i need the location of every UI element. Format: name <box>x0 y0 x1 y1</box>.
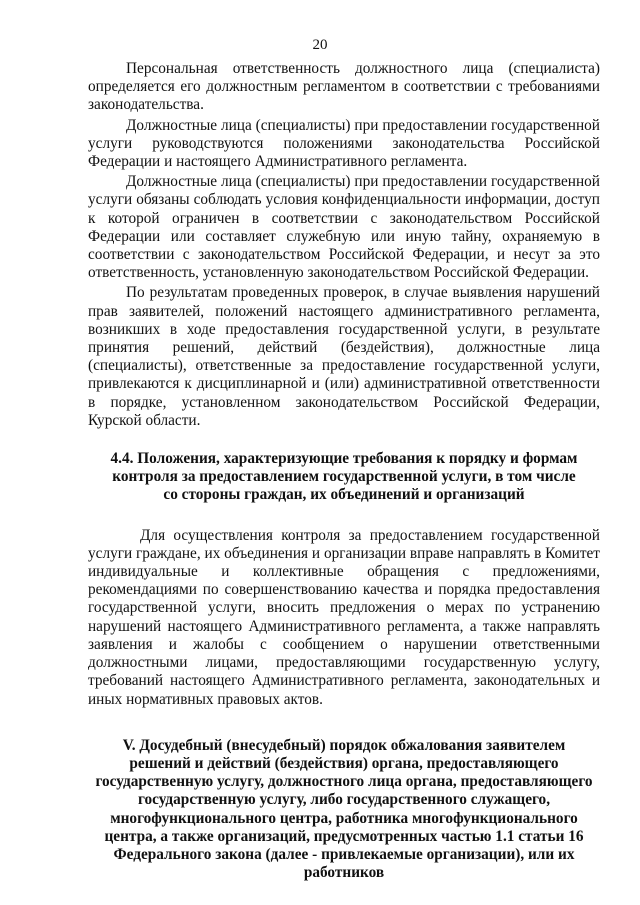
paragraph-personal-responsibility: Персональная ответственность должностного лица (специалиста) определяется его должностным регламентом в соответствии с требованиями законодательства. <box>88 60 600 114</box>
paragraph-inspection-results: По результатам проведенных проверок, в случае выявления нарушений прав заявителей, положений настоящего административного регламента, возникших в ходе предоставления государственной услуги, в результате принятия решений, действий (бездействия), должностные лица (специалисты), ответственные за предоставление государственной услуги, привлекаются к дисциплинарной и (или) административной ответственности в порядке, установленном законодательством Российской Федерации, Курской области. <box>88 284 600 429</box>
section-4-4-heading: 4.4. Положения, характеризующие требования к порядку и формам контроля за предоставлением государственной услуги, в том числе со стороны граждан, их объединений и организаций <box>110 450 578 504</box>
section-4-4-text: Для осуществления контроля за предоставлением государственной услуги граждане, их объединения и организации вправе направлять в Комитет индивидуальные и коллективные обращения с предложениями, рекомендациями по совершенствованию качества и порядка предоставления государственной услуги, вносить предложения о мерах по устранению нарушений настоящего Административного регламента, а также направлять заявления и жалобы с сообщением о нарушении ответственными должностными лицами, предоставляющими государственную услугу, требований настоящего Административного регламента, законодательных и иных нормативных правовых актов. <box>88 526 600 708</box>
paragraph-officials-guidance: Должностные лица (специалисты) при предоставлении государственной услуги руководствуются положениями законодательства Российской Федерации и настоящего Административного регламента. <box>88 116 600 171</box>
section-5-heading: V. Досудебный (внесудебный) порядок обжалования заявителем решений и действий (бездействия) органа, предоставляющего государственную услугу, должностного лица органа, предоставляющего государственную услугу, либо государственного служащего, многофункционального центра, работника многофункционального центра, а также организаций, предусмотренных частью 1.1 статьи 16 Федерального закона (далее - привлекаемые организации), или их работников <box>95 736 593 882</box>
document-body <box>88 60 600 882</box>
page-number: 20 <box>312 37 328 53</box>
paragraph-confidentiality: Должностные лица (специалисты) при предоставлении государственной услуги обязаны соблюдать условия конфиденциальности информации, доступ к которой ограничен в соответствии с законодательством Российской Федерации или составляет служебную или иную тайну, охраняемую в соответствии с законодательством Российской Федерации, и несут за это ответственность, установленную законодательством Российской Федерации. <box>88 173 600 282</box>
